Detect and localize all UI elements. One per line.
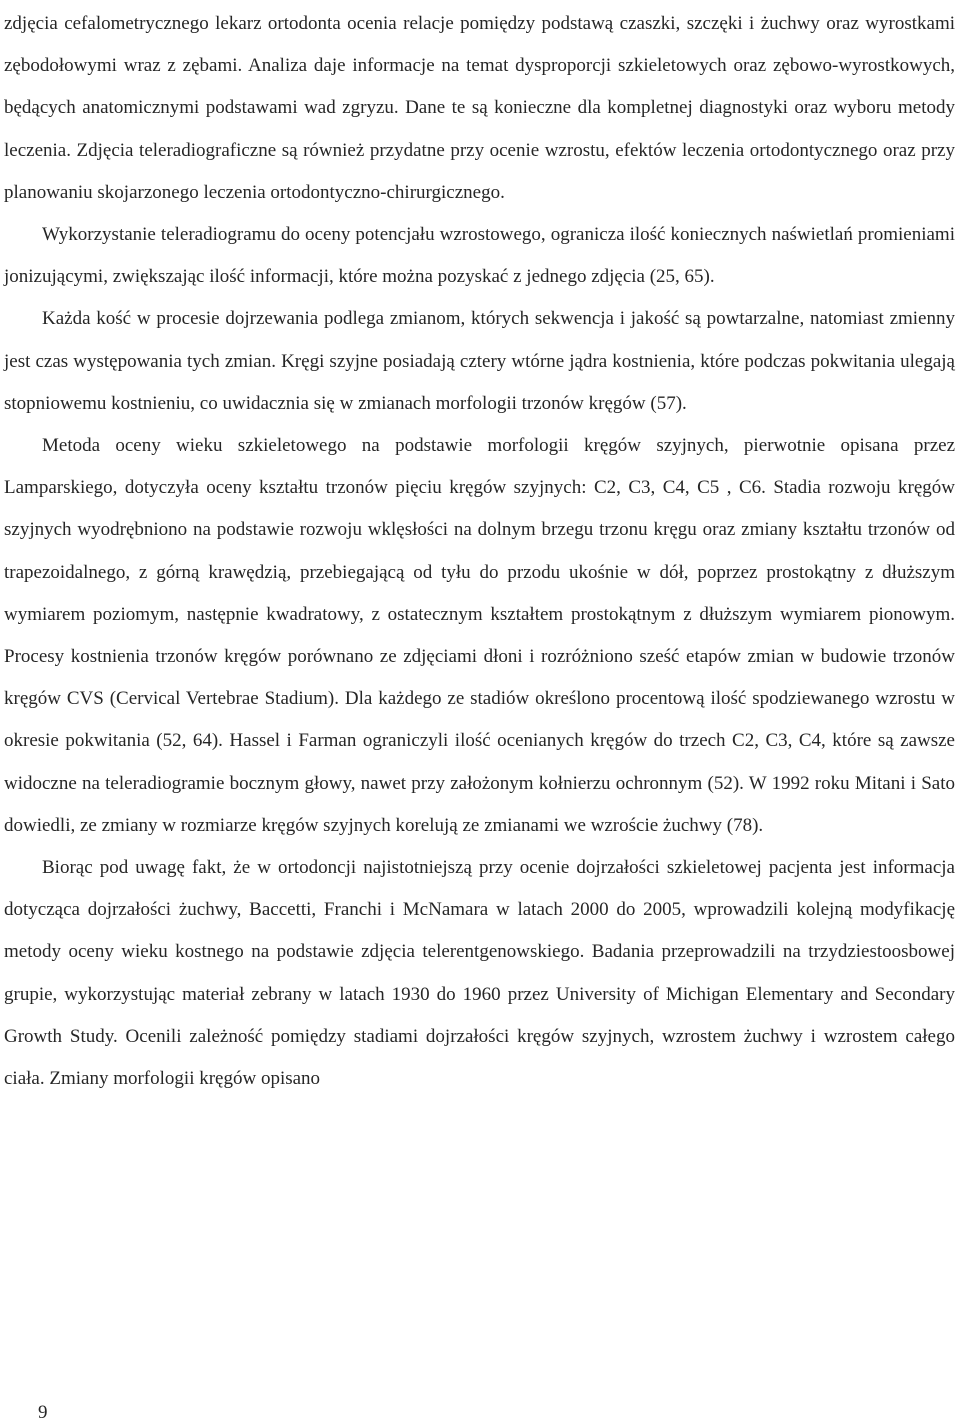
document-body xyxy=(4,3,955,1100)
paragraph-4: Metoda oceny wieku szkieletowego na podstawie morfologii kręgów szyjnych, pierwotnie opisana przez Lamparskiego, dotyczyła oceny kształtu trzonów pięciu kręgów szyjnych: C2, C3, C4, C5 , C6. Stadia rozwoju kręgów szyjnych wyodrębniono na podstawie rozwoju wklęsłości na dolnym brzegu trzonu kręgu oraz zmiany kształtu trzonów od trapezoidalnego, z górną krawędzią, przebiegającą od tyłu do przodu ukośnie w dół, poprzez prostokątny z dłuższym wymiarem poziomym, następnie kwadratowy, z ostatecznym kształtem prostokątnym z dłuższym wymiarem pionowym. Procesy kostnienia trzonów kręgów porównano ze zdjęciami dłoni i rozróżniono sześć etapów zmian w budowie trzonów kręgów CVS (Cervical Vertebrae Stadium). Dla każdego ze stadiów określono procentową ilość spodziewanego wzrostu w okresie pokwitania (52, 64). Hassel i Farman ograniczyli ilość ocenianych kręgów do trzech C2, C3, C4, które są zawsze widoczne na teleradiogramie bocznym głowy, nawet przy założonym kołnierzu ochronnym (52). W 1992 roku Mitani i Sato dowiedli, ze zmiany w rozmiarze kręgów szyjnych korelują ze zmianami we wzroście żuchwy (78). xyxy=(4,435,955,836)
paragraph-5: Biorąc pod uwagę fakt, że w ortodoncji najistotniejszą przy ocenie dojrzałości szkieletowej pacjenta jest informacja dotycząca dojrzałości żuchwy, Baccetti, Franchi i McNamara w latach 2000 do 2005, wprowadzili kolejną modyfikację metody oceny wieku kostnego na podstawie zdjęcia telerentgenowskiego. Badania przeprowadzili na trzydziestoosbowej grupie, wykorzystując materiał zebrany w latach 1930 do 1960 przez University of Michigan Elementary and Secondary Growth Study. Ocenili zależność pomiędzy stadiami dojrzałości kręgów szyjnych, wzrostem żuchwy i wzrostem całego ciała. Zmiany morfologii kręgów opisano xyxy=(4,857,955,1090)
paragraph-2: Wykorzystanie teleradiogramu do oceny potencjału wzrostowego, ogranicza ilość koniecznych naświetlań promieniami jonizującymi, zwiększając ilość informacji, które można pozyskać z jednego zdjęcia (25, 65). xyxy=(4,224,955,288)
paragraph-3: Każda kość w procesie dojrzewania podlega zmianom, których sekwencja i jakość są powtarzalne, natomiast zmienny jest czas występowania tych zmian. Kręgi szyjne posiadają cztery wtórne jądra kostnienia, które podczas pokwitania ulegają stopniowemu kostnieniu, co uwidacznia się w zmianach morfologii trzonów kręgów (57). xyxy=(4,308,955,414)
paragraph-1: zdjęcia cefalometrycznego lekarz ortodonta ocenia relacje pomiędzy podstawą czaszki, szczęki i żuchwy oraz wyrostkami zębodołowymi wraz z zębami. Analiza daje informacje na temat dysproporcji szkieletowych oraz zębowo-wyrostkowych, będących anatomicznymi podstawami wad zgryzu. Dane te są konieczne dla kompletnej diagnostyki oraz wyboru metody leczenia. Zdjęcia teleradiograficzne są również przydatne przy ocenie wzrostu, efektów leczenia ortodontycznego oraz przy planowaniu skojarzonego leczenia ortodontyczno-chirurgicznego. xyxy=(4,13,955,203)
page-number: 9 xyxy=(38,1402,48,1423)
